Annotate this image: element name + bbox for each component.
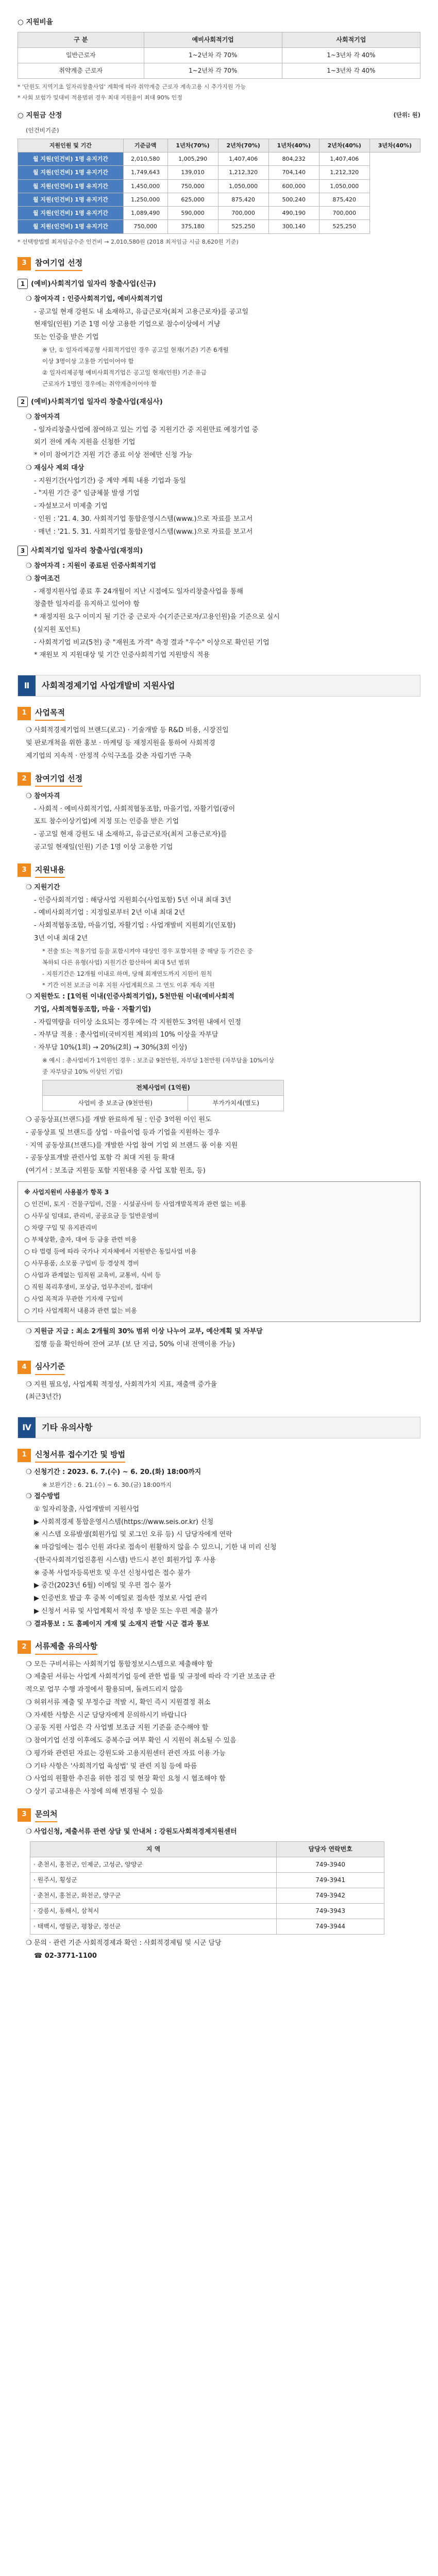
s2b3-extra-line: (여기서 : 보조금 지원등 포함 지원내용 중 사업 포함 원조, 등): [26, 1167, 206, 1175]
table-cell: 1,089,490: [123, 207, 167, 220]
s2b3-apply-line2: 집행 등을 확인하여 잔여 교부 (보 단 지급, 50% 이내 전액이용 가능): [34, 1340, 235, 1348]
ratio-row: [18, 47, 420, 63]
contact-intro: ❍ 사업신청, 제출서류 관련 상담 및 안내처 : 강원도사회적경제지원센터: [26, 1828, 237, 1836]
table-cell: 875,420: [319, 193, 369, 206]
pay-subheading: (인건비기준): [26, 126, 59, 134]
sec4-method-line: ▶ 사회적경제 통합운영시스템(https://www.seis.or.kr) 신청: [34, 1518, 214, 1526]
sec3-block3-target: ❍ 참여자격 : 지원이 종료된 인증사회적기업: [26, 562, 156, 570]
contact-row: [30, 1903, 384, 1919]
ratio-note: * '단원도 지역기초 일자리창출사업' 계획에 따라 취약계층 근로자 계속고용 시 추가지원 가능: [18, 83, 246, 90]
sec3-block2-limit-line: - 자설보고서 미제출 기업: [34, 502, 108, 511]
table-cell: 700,000: [218, 207, 268, 220]
sec3-block1-line: - 공고일 현재 강원도 내 소재하고, 유급근로자(최저 고용근로자)를 공고일: [34, 308, 249, 316]
table-cell: 1,749,643: [123, 166, 167, 179]
sec4-method-line: ▶ 신청서 서류 및 사업계획서 작성 후 방문 또는 우편 제출 불가: [34, 1607, 218, 1615]
contact-row: [30, 1919, 384, 1934]
sec4-title: 기타 유의사항: [36, 1417, 420, 1438]
ratio-row: [18, 63, 420, 78]
table-cell: 749-3944: [277, 1919, 384, 1934]
sec4-method-line: ※ 중복 사업자등록번호 및 우선 신청사업은 접수 불가: [34, 1569, 191, 1577]
sec3-block3-line: * 재정지원 요구 이미지 될 기간 중 근로자 수(기준근로자/고용인원)을 기준으로 실시: [34, 613, 280, 621]
pay-unit: (단위: 원): [393, 111, 420, 119]
table-cell: 1,407,406: [218, 152, 268, 166]
sec4-notice-line: ❍ 제출된 서류는 사업계 사회적기업 등에 관한 법률 및 규정에 따라 각 기관 보조금 관: [26, 1673, 275, 1681]
table-cell: 804,232: [268, 152, 319, 166]
table-cell: 1,005,290: [167, 152, 218, 166]
table-cell: 취약계층 근로자: [18, 63, 144, 78]
table-cell: · 춘천시, 홍천군, 화천군, 양구군: [30, 1888, 277, 1903]
sec2b-s4-header: 4 심사기준: [18, 1360, 420, 1375]
sec3-block2-line: * 이미 참여기간 지원 기간 종료 이상 전에만 신청 가능: [34, 451, 193, 460]
table-cell: 월 지원(인건비) 1명 유지기간: [18, 166, 124, 179]
pay-heading: ○ 지원금 산정: [18, 111, 62, 120]
table-cell: 490,190: [268, 207, 319, 220]
unusable-items-box: [18, 1181, 420, 1322]
table-cell: 749-3941: [277, 1872, 384, 1888]
sec4-method-line: ▶ 인증번호 발급 후 중복 이메일로 접속한 정보로 사업 관리: [34, 1595, 208, 1603]
sec3-block3-line: - 재정지원사업 종료 후 24개월이 지난 시점에도 일자리창출사업을 통해: [34, 587, 243, 596]
sec3-block2-target: ❍ 참여자격: [26, 413, 60, 421]
contact-row: [30, 1872, 384, 1888]
pay-header-cell: 1년차(70%): [167, 139, 218, 152]
sec3-block1-note2: 이상 3명이상 고용한 기업이어야 함: [42, 357, 134, 365]
sec4-method-label: ❍ 접수방법: [26, 1493, 60, 1501]
s2b3-sup-line: - 예비사회적기업 : 지정일로부터 2년 이내 최대 2년: [34, 909, 186, 917]
contact-table: [30, 1841, 384, 1935]
table-cell: · 춘천시, 홍천군, 인제군, 고성군, 양양군: [30, 1857, 277, 1872]
pay-header-cell: 지원인원 및 기간: [18, 139, 124, 152]
s2b3-extra-line: - 공동상표 및 브랜드를 상업 · 마을이업 등과 기업을 지원하는 경우: [26, 1128, 220, 1137]
sec4-method-line: ※ 마감일에는 접수 인원 과다로 접속이 원활하지 않을 수 있으니, 기한 내 미리 신청: [34, 1544, 277, 1552]
ratio-header-cell: 구 분: [18, 32, 144, 47]
s2b3-sup-note: * 기간 이전 보조금 이후 지원 사업계획으로 그 연도 이후 계속 지원: [42, 981, 215, 989]
table-cell: 월 지원(인건비) 1명 유지기간: [18, 207, 124, 220]
sec4-notice-line: ❍ 사업의 원활한 추진을 위한 점검 및 현장 확인 요청 시 협조해야 함: [26, 1775, 226, 1783]
sec4-notice-line: ❍ 상기 공고내용은 사정에 의해 변경될 수 있음: [26, 1788, 163, 1796]
table-cell: 749-3943: [277, 1903, 384, 1919]
table-cell: 1,450,000: [123, 179, 167, 193]
table-cell: 1,212,320: [319, 166, 369, 179]
table-cell: · 원주시, 횡성군: [30, 1872, 277, 1888]
sec3-block1-note: ※ 단, ① 일자리제공형 사회적기업인 경우 공고일 현재(기준) 기존 6개월: [42, 346, 229, 353]
unusable-item: ○ 사업과 관계없는 임직원 교육비, 교통비, 식비 등: [24, 1271, 161, 1279]
s2b1-line: 제기업의 지속적 · 안정적 수익구조를 갖춘 자립기반 구축: [26, 752, 192, 760]
fund-table-left: 사업비 중 보조금 (9천만원): [43, 1096, 188, 1111]
s2b1-line: 및 판로개척을 위한 홍보 · 마케팅 등 재정지원을 통하여 사회적경: [26, 739, 215, 747]
s2b3-extra-line: ❍ 공동상표(브랜드)를 개발 완료하게 될 : 인증 3억원 이인 원도: [26, 1116, 212, 1124]
sec4-notice-line: ❍ 모든 구비서류는 사회적기업 통합정보시스템으로 제출해야 함: [26, 1660, 213, 1668]
sec3-block2-limit-line: · 매년 : '21. 5. 31. 사회적기업 통합운영시스템(www.)으로 자료를 보고서: [34, 528, 253, 536]
sec3-block2-limit-line: · 인원 : '21. 4. 30. 사회적기업 통합운영시스템(www.)으로 자료를 보고서: [34, 515, 253, 523]
table-cell: 750,000: [167, 179, 218, 193]
unusable-item: ○ 사무용품, 소모품 구입비 등 경상적 경비: [24, 1259, 139, 1267]
sec3-block2-limit-line: - 지원기간(사업기간) 중 계약 계획 내용 기업과 동일: [34, 477, 186, 485]
sec4-notice-line: 적으로 업무 수행 과정에서 활용되며, 돌려드리지 않음: [26, 1686, 183, 1694]
s2b2-limit: - 공고일 현재 강원도 내 소재하고, 유급근로자(최저 고용근로자)를: [34, 831, 227, 838]
table-cell: 875,420: [218, 193, 268, 206]
table-cell: 1~3년차 각 40%: [282, 63, 420, 78]
sec4-method-line: ① 일자리창출, 사업개발비 지원사업: [34, 1505, 139, 1513]
s2b3-amount-line: - 자부담 적용 : 총사업비(국비지원 제외)의 10% 이상을 자부담: [34, 1031, 218, 1039]
sec3-title: 참여기업 선정: [35, 256, 82, 271]
sec3-block3-line: * 재원보 지 지원대상 및 기간 인증사회적기업 지원방식 적용: [34, 651, 210, 659]
pay-row: [18, 207, 420, 220]
pay-note: * 선택방법별 최저임금수준 인건비 → 2,010,580원 (2018 최저임금 시급 8,620원 기준): [18, 238, 239, 245]
sec4-notice-line: ❍ 자세한 사항은 시군 담당자에게 문의하시기 바랍니다: [26, 1711, 187, 1719]
sec3-block3-title: 3 사회적기업 일자리 창출사업(재정의): [18, 545, 420, 557]
sec3-block1-line: 현재일(인원) 기준 1명 이상 고용한 기업으로 참수이상에서 겨냥: [34, 320, 221, 329]
table-cell: 1,407,406: [319, 152, 369, 166]
s2b2-line: - 사회적 · 예비사회적기업, 사회적협동조합, 마을기업, 자활기업(광이: [34, 805, 235, 813]
s2b3-fund-note: ※ 예시 : 총사업비가 1억원인 경우 : 보조금 9천만원, 자부담 1천만원 (자부담율 10%이상: [42, 1056, 275, 1064]
s2b3-sup-note: - 지원기간은 12개월 이내로 하며, 당해 회계연도까지 지원이 원칙: [42, 970, 212, 977]
sec4-s2-header: 2 서류제출 유의사항: [18, 1639, 420, 1654]
contact-header-cell: 담당자 연락번호: [277, 1841, 384, 1857]
pay-row: [18, 179, 420, 193]
s2b2-target: ❍ 참여자격: [26, 792, 60, 800]
sec2b-s2-header: 2 참여기업 선정: [18, 772, 420, 787]
sec4-period: ❍ 신청기간 : 2023. 6. 7.(수) ~ 6. 20.(화) 18:00까지: [26, 1468, 201, 1477]
pay-row: [18, 220, 420, 233]
table-cell: 일반근로자: [18, 47, 144, 63]
sec3-block2-limit: ❍ 재심사 제외 대상: [26, 464, 85, 472]
table-cell: 1,050,000: [218, 179, 268, 193]
unusable-item: ○ 직원 복리후생비, 포상금, 업무추진비, 접대비: [24, 1283, 153, 1291]
s2b3-extra-line: - 공동상표개발 관련사업 포함 각 최대 지원 등 확대: [26, 1154, 175, 1162]
sec3-block2-line: 외기 전에 계속 지원을 신청한 기업: [34, 438, 136, 447]
s2b3-amount-line: - 자립역량을 더이상 소요되는 경우에는 각 지원한도 3억원 내에서 인정: [34, 1018, 241, 1026]
sec3-num: 3: [18, 257, 31, 270]
table-cell: 1,250,000: [123, 193, 167, 206]
table-cell: 월 지원(인건비) 1명 유지기간: [18, 220, 124, 233]
table-cell: 625,000: [167, 193, 218, 206]
sec4-band: [18, 1417, 420, 1438]
fund-table-right: 부가가치세(별도): [188, 1096, 284, 1111]
sec4-s1-header: 1 신청서류 접수기간 및 방법: [18, 1448, 420, 1463]
sec3-block1-line: 또는 인증을 받은 기업: [34, 333, 99, 341]
sec3-block3-line: 창출한 일자리를 유지하고 있어야 함: [34, 600, 140, 608]
s2b3-apply-label: ❍ 지원금 지급 : 최소 2개월의 30% 범위 이상 나누어 교부, 예산계획 및 자부담: [26, 1327, 263, 1335]
pay-header-cell: 기준금액: [123, 139, 167, 152]
table-cell: · 태백시, 영월군, 평창군, 정선군: [30, 1919, 277, 1934]
unusable-items-title: ※ 사업지원비 사용불가 항목 3: [24, 1188, 109, 1196]
pay-heading-row: [18, 110, 420, 122]
table-cell: 1~3년차 각 40%: [282, 47, 420, 63]
unusable-item: ○ 차량 구입 및 유지관리비: [24, 1224, 97, 1231]
contact-header-cell: 지 역: [30, 1841, 277, 1857]
sec4-extra-line: ❍ 결과통보 : 도 홈페이지 게재 및 소재지 관할 시군 결과 통보: [26, 1620, 209, 1628]
s2b3-sup-line: - 사회적협동조합, 마을기업, 자활기업 : 사업개발비 지원회기(인포함): [34, 922, 236, 929]
sec4-method-line: ▶ 중간(2023년 6월) 이메일 및 우편 접수 불가: [34, 1582, 172, 1590]
table-cell: 월 지원(인건비) 1명 유지기간: [18, 193, 124, 206]
s2b1-line: ❍ 사회적경제기업의 브랜드(로고) · 기술개발 등 R&D 비용, 시장진입: [26, 726, 229, 735]
pay-header-cell: 2년차(40%): [319, 139, 369, 152]
unusable-item: ○ 사무실 임대료, 관리비, 공공요금 등 일반운영비: [24, 1212, 159, 1219]
s2b2-limit2: 공고일 현재일(인원) 기준 1명 이상 고용한 기업: [34, 843, 173, 851]
table-cell: 749-3942: [277, 1888, 384, 1903]
table-cell: 1,050,000: [319, 179, 369, 193]
contact-after: ❍ 문의 · 관련 기준 사회적경제과 확인 : 사회적경제팀 및 시군 담당: [26, 1939, 222, 1947]
sec3-block3-line: (실지원 포인트): [34, 625, 80, 634]
sec4-notice-line: ❍ 참여기업 선정 이후에도 중복수급 여부 확인 시 지원이 취소될 수 있음: [26, 1737, 237, 1745]
sec3-block1-note3: ② 일자리제공형 예비사회적기업은 공고일 현재(인원) 기준 유급: [42, 369, 207, 376]
table-cell: 525,250: [319, 220, 369, 233]
ratio-header-cell: 예비사회적기업: [144, 32, 282, 47]
sec3-block2-limit-line: - "지원 기간 중" 임금체불 발생 기업: [34, 489, 140, 498]
table-cell: 590,000: [167, 207, 218, 220]
sec2b-band: [18, 675, 420, 697]
s2b4-line: ❍ 지원 필요성, 사업계획 적정성, 사회적가치 지표, 재출액 증가율: [26, 1380, 217, 1388]
unusable-item: ○ 사업 목적과 무관한 기자재 구입비: [24, 1295, 123, 1302]
sec3-block1-note4: 근로자가 1명인 경우에는 취약계층이어야 함: [42, 380, 157, 388]
s2b3-amount-label: ❍ 지원한도 : [1억원 이내(인증사회적기업), 5천만원 이내(예비사회적: [26, 993, 234, 1001]
ratio-note: * 사회 보험가 및대비 적용범위 경우 최대 지원율이 최대 90% 인정: [18, 94, 182, 101]
sec2b-num: Ⅱ: [18, 675, 36, 696]
sec2b-s1-header: 1 사업목적: [18, 706, 420, 721]
table-cell: 375,180: [167, 220, 218, 233]
contact-row: [30, 1888, 384, 1903]
s2b3-fund-note: 중 자부담금 10% 이상인 기업): [42, 1067, 123, 1075]
table-cell: 1,212,320: [218, 166, 268, 179]
table-cell: 월 지원(인건비) 1명 유지기간: [18, 152, 124, 166]
sec2b-title: 사회적경제기업 사업개발비 지원사업: [36, 675, 420, 696]
s2b2-line: 포트 참수이상기업)에 지정 또는 인증을 받은 기업: [34, 818, 179, 826]
sec4-notice-line: ❍ 평가와 관련된 자료는 강원도와 고용지원센터 관련 자료 이용 가능: [26, 1749, 226, 1757]
sec4-notice-line: ❍ 허위서류 제출 및 부정수급 적발 시, 확인 즉시 지원결정 취소: [26, 1698, 211, 1706]
sec2b-s3-header: 3 지원내용: [18, 863, 420, 878]
table-cell: 1~2년차 각 70%: [144, 63, 282, 78]
sec3-block1-title: 1 (예비)사회적기업 일자리 창출사업(신규): [18, 278, 420, 291]
sec3-block2-line: - 일자리창출사업에 참여하고 있는 기업 중 지원기간 중 지원만료 예정기업 중: [34, 426, 259, 434]
table-cell: 750,000: [123, 220, 167, 233]
table-cell: 월 지원(인건비) 1명 유지기간: [18, 179, 124, 193]
unusable-item: ○ 타 법령 등에 따라 국가나 지자체에서 지원받은 동일사업 비용: [24, 1247, 197, 1255]
s2b3-sup-label: ❍ 지원기간: [26, 883, 60, 891]
table-cell: 600,000: [268, 179, 319, 193]
unusable-item: ○ 인건비, 토지 · 건물구입비, 건물 · 시설공사비 등 사업개발목적과 관련 없는 비용: [24, 1200, 246, 1208]
unusable-item: ○ 기타 사업계획서 내용과 관련 없는 비용: [24, 1307, 137, 1314]
sec3-block2-title: 2 (예비)사회적기업 일자리 창출사업(재심사): [18, 396, 420, 409]
ratio-header-cell: 사회적기업: [282, 32, 420, 47]
support-ratio-table: [18, 32, 420, 79]
pay-header-cell: 1년차(40%): [268, 139, 319, 152]
sec3-block1-target: ❍ 참여자격 : 인증사회적기업, 예비사회적기업: [26, 295, 163, 303]
s2b3-sup-note: 복하되 다른 유형(사업) 지원기간 합산하여 최대 5년 범위: [42, 958, 190, 966]
pay-table: [18, 139, 420, 234]
sec4-period-note: ※ 보완기간 : 6. 21.(수) ~ 6. 30.(금) 18:00까지: [42, 1481, 172, 1488]
s2b3-amount-line2: 기업, 사회적협동조합, 마을 · 자활기업): [34, 1005, 151, 1013]
sec4-s3-header: 3 문의처: [18, 1807, 420, 1822]
s2b3-extra-line: · 지역 공동상표(브랜드)를 개발한 사업 참여 기업 외 브랜드 품 이용 지원: [26, 1141, 238, 1149]
table-cell: 749-3940: [277, 1857, 384, 1872]
sec3-block3-cond: ❍ 참여조건: [26, 574, 60, 583]
s2b3-sup-line: 3년 이내 최대 2년: [34, 934, 88, 942]
table-cell: 500,240: [268, 193, 319, 206]
pay-header-cell: 2년차(70%): [218, 139, 268, 152]
table-cell: · 강릉시, 동해시, 삼척시: [30, 1903, 277, 1919]
support-ratio-heading: ○ 지원비율: [18, 18, 53, 26]
fund-table-title: 전체사업비 (1억원): [43, 1080, 284, 1096]
unusable-item: ○ 부채상환, 출자, 대여 등 금융 관련 비용: [24, 1235, 137, 1243]
sec4-num: Ⅳ: [18, 1417, 36, 1438]
pay-header-cell: 3년차(40%): [369, 139, 420, 152]
table-cell: 300,140: [268, 220, 319, 233]
s2b3-sup-line: - 인증사회적기업 : 해당사업 지원회수(사업포함) 5년 이내 최대 3년: [34, 896, 231, 904]
contact-row: [30, 1857, 384, 1872]
pay-row: [18, 152, 420, 166]
table-cell: 700,000: [319, 207, 369, 220]
table-cell: 704,140: [268, 166, 319, 179]
s2b3-sup-note: * 전출 또는 적용기업 등을 포함시켜야 대상인 경우 포함지원 중 해당 등 기간은 중: [42, 947, 253, 955]
pay-row: [18, 166, 420, 179]
sec3-header: [18, 256, 420, 271]
sec4-method-line: ※ 시스템 오류발생(회원가입 및 로그인 오류 등) 시 담당자에게 연락: [34, 1531, 232, 1539]
s2b4-line: (최근3년간): [26, 1393, 61, 1401]
fund-table: [42, 1080, 284, 1111]
sec4-notice-line: ❍ 기타 사항은 '사회적기업 육성법' 및 관련 지침 등에 따름: [26, 1762, 197, 1770]
sec3-block3-line: - 사회적기업 비교(5천) 중 "재원조 가격" 측정 결과 "우수" 이상으로 확인된 기업: [34, 638, 269, 647]
table-cell: 2,010,580: [123, 152, 167, 166]
sec4-method-line: ·(한국사회적기업진흥원 시스템) 반드시 본인 회원가입 후 사용: [34, 1556, 216, 1564]
sec4-notice-line: ❍ 공동 지원 사업은 각 사업별 보조금 지원 기준을 준수해야 함: [26, 1724, 209, 1732]
table-cell: 525,250: [218, 220, 268, 233]
contact-tel: ☎ 02-3771-1100: [34, 1952, 97, 1960]
table-cell: 1~2년차 각 70%: [144, 47, 282, 63]
table-cell: 139,010: [167, 166, 218, 179]
pay-row: [18, 193, 420, 206]
s2b3-amount-line: · 자부담 10%(1회) → 20%(2회) → 30%(3회 이상): [34, 1044, 188, 1052]
